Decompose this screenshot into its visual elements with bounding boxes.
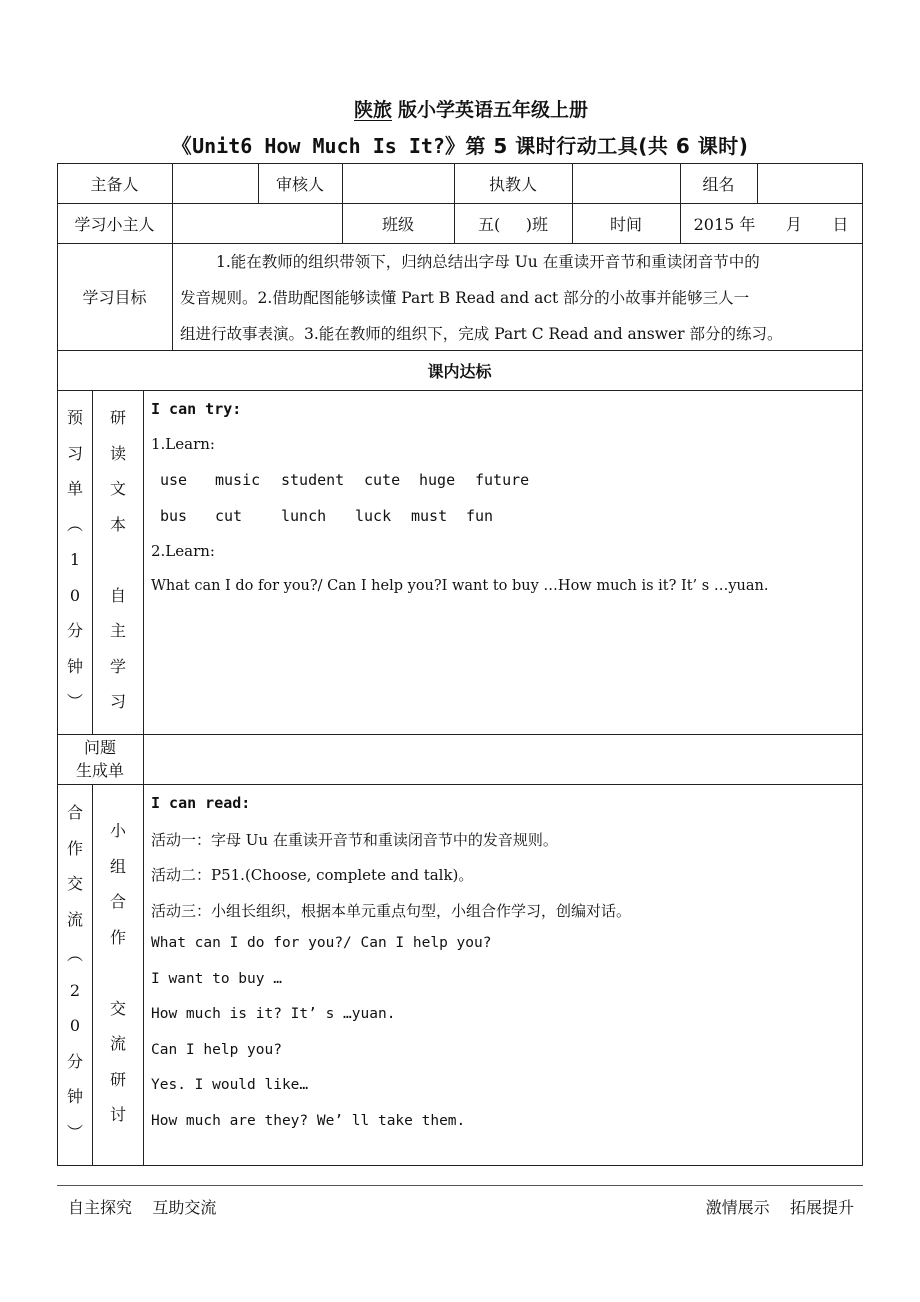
group-field[interactable] bbox=[758, 163, 862, 203]
cooperate-method-label: 小 组 合 作 交 流 研 讨 bbox=[109, 821, 126, 1124]
word: huge bbox=[419, 471, 456, 489]
goals-text bbox=[180, 244, 860, 352]
footer-right: 激情展示 拓展提升 bbox=[705, 1198, 854, 1217]
reviewer-field[interactable] bbox=[343, 163, 454, 203]
word: use bbox=[160, 471, 188, 489]
word: cut bbox=[215, 507, 243, 525]
learn-1-label: 1.Learn: bbox=[151, 435, 215, 453]
leader-field[interactable] bbox=[173, 203, 342, 243]
date-value[interactable]: 2015 年 月 日 bbox=[693, 214, 849, 234]
class-label: 班级 bbox=[381, 214, 414, 234]
footer-rule bbox=[57, 1185, 863, 1186]
preview-side-label: 预 习 单 ︵ 1 0 分 钟 ︶ bbox=[66, 408, 83, 711]
main-preparer-field[interactable] bbox=[173, 163, 258, 203]
preview-heading: I can try: bbox=[151, 400, 242, 418]
word: music bbox=[215, 471, 261, 489]
group-label: 组名 bbox=[702, 174, 735, 194]
activity-3: 活动三：小组长组织，根据本单元重点句型，小组合作学习，创编对话。 bbox=[151, 902, 632, 920]
word: luck bbox=[355, 507, 392, 525]
word-row-1 bbox=[160, 471, 529, 489]
time-label: 时间 bbox=[609, 214, 642, 234]
word: future bbox=[475, 471, 530, 489]
doc-subtitle bbox=[0, 95, 920, 122]
question-field[interactable] bbox=[144, 734, 862, 784]
lesson-info: 》第 5 课时行动工具(共 6 课时) bbox=[444, 134, 749, 158]
goals-label: 学习目标 bbox=[82, 288, 147, 307]
teacher-field[interactable] bbox=[573, 163, 680, 203]
section-title: 课内达标 bbox=[427, 361, 492, 381]
dialogue-line: Yes. I would like… bbox=[151, 1077, 309, 1093]
table-border-right bbox=[862, 163, 863, 1166]
unit-title-en: Unit6 How Much Is It? bbox=[192, 134, 445, 158]
cooperate-side-label: 合 作 交 流 ︵ 2 0 分 钟 ︶ bbox=[66, 803, 83, 1142]
col-divider bbox=[172, 243, 173, 350]
activity-1: 活动一：字母 Uu 在重读开音节和重读闭音节中的发音规则。 bbox=[151, 831, 558, 849]
col-divider bbox=[92, 784, 93, 1165]
word: cute bbox=[364, 471, 401, 489]
teacher-label: 执教人 bbox=[488, 174, 537, 194]
footer-left: 自主探究 互助交流 bbox=[68, 1198, 217, 1217]
col-divider bbox=[143, 390, 144, 734]
word: must bbox=[411, 507, 448, 525]
activity-2: 活动二：P51.(Choose, complete and talk)。 bbox=[151, 866, 474, 884]
reviewer-label: 审核人 bbox=[275, 174, 324, 194]
leader-label: 学习小主人 bbox=[74, 214, 155, 234]
col-divider bbox=[92, 390, 93, 734]
goal-line: 1.能在教师的组织带领下，归纳总结出字母 Uu 在重读开音节和重读闭音节中的 bbox=[216, 253, 760, 271]
grade-book: 版小学英语五年级上册 bbox=[398, 99, 589, 121]
class-value[interactable]: 五( )班 bbox=[478, 214, 548, 234]
word: student bbox=[281, 471, 345, 489]
main-preparer-label: 主备人 bbox=[90, 174, 139, 194]
col-divider bbox=[143, 784, 144, 1165]
dialogue-line: What can I do for you?/ Can I help you? bbox=[151, 935, 492, 951]
dialogue-line: I want to buy … bbox=[151, 971, 282, 987]
preview-sentence: What can I do for you?/ Can I help you?I want to buy …How much is it? It’ s …yuan. bbox=[151, 578, 769, 594]
question-label: 问题 生成单 bbox=[75, 738, 124, 780]
word: bus bbox=[160, 507, 188, 525]
title-bracket-open: 《 bbox=[171, 134, 193, 158]
learn-2-label: 2.Learn: bbox=[151, 542, 215, 560]
dialogue-line: How much is it? It’ s …yuan. bbox=[151, 1006, 396, 1022]
word: fun bbox=[466, 507, 494, 525]
row-divider bbox=[57, 390, 863, 391]
preview-method-label: 研 读 文 本 自 主 学 习 bbox=[109, 408, 126, 711]
publisher-name: 陕旅 bbox=[353, 99, 392, 121]
word: lunch bbox=[281, 507, 327, 525]
dialogue-line: Can I help you? bbox=[151, 1042, 282, 1058]
dialogue-line: How much are they? We’ ll take them. bbox=[151, 1113, 466, 1129]
doc-title bbox=[0, 130, 920, 159]
word-row-2 bbox=[160, 507, 493, 525]
goal-line: 组进行故事表演。3.能在教师的组织下，完成 Part C Read and answer 部分的练习。 bbox=[180, 325, 783, 343]
row-divider bbox=[57, 784, 863, 785]
cooperate-heading: I can read: bbox=[151, 794, 251, 812]
table-border-bottom bbox=[57, 1165, 863, 1166]
goal-line: 发音规则。2.借助配图能够读懂 Part B Read and act 部分的小故事并能够三人一 bbox=[180, 289, 750, 307]
